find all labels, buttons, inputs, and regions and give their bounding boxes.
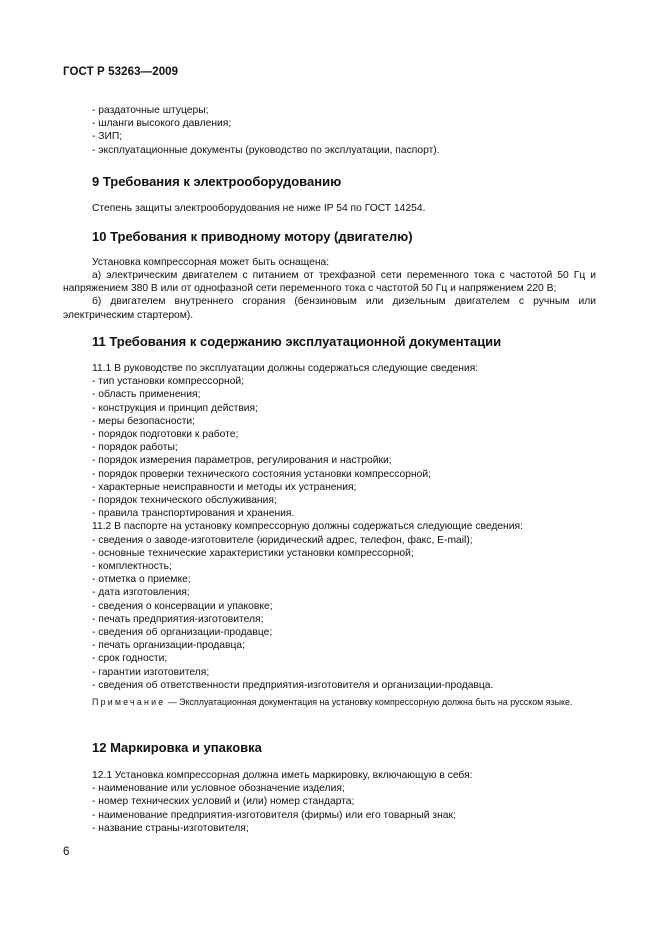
list-item: - порядок подготовки к работе; bbox=[92, 429, 239, 441]
list-item: - ЗИП; bbox=[92, 131, 123, 143]
section-11-1-text: 11.1 В руководстве по эксплуатации должны содержаться следующие сведения: bbox=[92, 363, 479, 374]
list-item: - порядок измерения параметров, регулирования и настройки; bbox=[92, 455, 392, 467]
list-item: - порядок проверки технического состояния установки компрессорной; bbox=[92, 468, 431, 480]
page-number: 6 bbox=[63, 846, 70, 858]
list-item: - шланги высокого давления; bbox=[92, 118, 232, 130]
section-12-body bbox=[92, 769, 596, 835]
list-item: - основные технические характеристики установки компрессорной; bbox=[92, 547, 414, 559]
section-11-heading: 11 Требования к содержанию эксплуатационной документации bbox=[92, 334, 502, 349]
list-item: - сведения об ответственности предприятия-изготовителя и организации-продавца. bbox=[92, 679, 494, 691]
list-item: - правила транспортирования и хранения. bbox=[92, 508, 295, 520]
section-11-body bbox=[92, 362, 596, 692]
list-item: - характерные неисправности и методы их устранения; bbox=[92, 481, 357, 493]
list-item: - порядок технического обслуживания; bbox=[92, 495, 277, 507]
section-10-body bbox=[92, 256, 596, 269]
section-11-2-text: 11.2 В паспорте на установку компрессорную должны содержаться следующие сведения: bbox=[92, 521, 523, 533]
list-item: - порядок работы; bbox=[92, 442, 178, 454]
list-item: - наименование предприятия-изготовителя (фирмы) или его товарный знак; bbox=[92, 809, 456, 821]
equipment-list bbox=[92, 104, 596, 157]
list-item: - меры безопасности; bbox=[92, 415, 196, 427]
note-text bbox=[92, 697, 596, 708]
list-item: - эксплуатационные документы (руководство по эксплуатации, паспорт). bbox=[92, 144, 440, 156]
list-item: - отметка о приемке; bbox=[92, 574, 191, 586]
note-body: — Эксплуатационная документация на установку компрессорную должна быть на русском языке. bbox=[167, 697, 573, 707]
section-9-heading: 9 Требования к электрооборудованию bbox=[92, 174, 342, 189]
section-10-heading: 10 Требования к приводному мотору (двигателю) bbox=[92, 229, 413, 244]
section-10-intro: Установка компрессорная может быть оснащена: bbox=[92, 257, 330, 268]
section-12-1-text: 12.1 Установка компрессорная должна иметь маркировку, включающую в себя: bbox=[92, 770, 473, 781]
list-item: - область применения; bbox=[92, 389, 201, 401]
list-item: - печать организации-продавца; bbox=[92, 640, 245, 652]
list-item: - название страны-изготовителя; bbox=[92, 822, 249, 834]
list-item: - гарантии изготовителя; bbox=[92, 666, 210, 678]
document-standard-header: ГОСТ Р 53263—2009 bbox=[63, 66, 179, 78]
list-item: - номер технических условий и (или) номер стандарта; bbox=[92, 796, 355, 808]
list-item: - сведения о консервации и упаковке; bbox=[92, 600, 273, 612]
section-9-text: Степень защиты электрооборудования не ниже IP 54 по ГОСТ 14254. bbox=[92, 203, 426, 214]
section-11-note bbox=[92, 697, 596, 708]
list-item: - сведения об организации-продавце; bbox=[92, 627, 273, 639]
section-10-item-a: а) электрическим двигателем с питанием от трехфазной сети переменного тока с частотой 50 Гц и напряжением 380 В или от однофазной сети переменного тока с частотой 50 Гц и напряжением 220 В; bbox=[63, 270, 596, 295]
section-10-item-b: б) двигателем внутреннего сгорания (бензиновым или дизельным двигателем с ручным или электрическим стартером). bbox=[63, 296, 596, 321]
list-item: - наименование или условное обозначение изделия; bbox=[92, 783, 345, 795]
list-item: - сведения о заводе-изготовителе (юридический адрес, телефон, факс, E-mail); bbox=[92, 534, 473, 546]
list-item: - комплектность; bbox=[92, 561, 172, 573]
list-item: - раздаточные штуцеры; bbox=[92, 105, 209, 116]
list-item: - тип установки компрессорной; bbox=[92, 376, 245, 388]
note-label: Примечание bbox=[92, 697, 166, 707]
list-item: - дата изготовления; bbox=[92, 587, 190, 599]
section-9-body bbox=[92, 202, 596, 215]
list-item: - печать предприятия-изготовителя; bbox=[92, 613, 264, 625]
section-12-heading: 12 Маркировка и упаковка bbox=[92, 740, 262, 755]
section-10-items bbox=[63, 269, 596, 322]
list-item: - срок годности; bbox=[92, 653, 168, 665]
list-item: - конструкция и принцип действия; bbox=[92, 402, 258, 414]
